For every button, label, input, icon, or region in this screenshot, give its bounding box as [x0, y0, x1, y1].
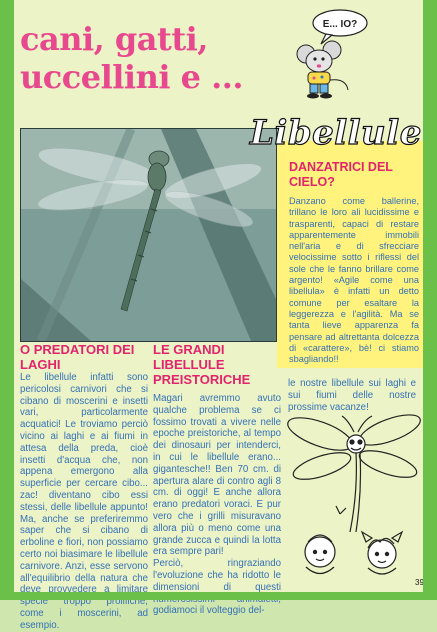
- sidebar-heading: DANZATRICI DEL CIELO?: [289, 160, 393, 189]
- column2-text-1: Magari avremmo avuto qualche problema se ci fossimo trovati a vivere nelle epoche preistoriche, al tempo dei dinosauri per intenderci, in cui le libellule erano... gigantesche!! Ben 70 cm. di apertura alare di contro agli 8 cm. di oggi! E anche allora erano predatori voraci. E pur vero che i grilli misuravano allora più o meno come una grande zucca e quindi la lotta era sempre pari!: [153, 393, 281, 558]
- dragonfly-photo: [20, 128, 277, 342]
- mouse-illustration: [288, 8, 372, 100]
- page-title: [20, 20, 290, 96]
- column-predatori: [20, 342, 148, 632]
- subtitle-libellule: Libellule: [250, 113, 422, 153]
- page-number: 39: [415, 578, 424, 587]
- column2-heading: LE GRANDI LIBELLULE PREISTORICHE: [153, 342, 251, 387]
- title-line-2: uccellini e ...: [20, 58, 244, 96]
- dragonfly-cartoon-drawing: [280, 402, 425, 580]
- column-preistoriche: [153, 342, 281, 617]
- dragonfly-image: [21, 129, 276, 341]
- column1-text: Le libellule infatti sono pericolosi carnivori che si cibano di moscerini e insetti vari, particolarmente acquatici! Le troviamo perciò vicino ai laghi e ai fiumi in attesa della preda, cioè insetti d'acqua che, non appena emergono alla superficie per cercare cibo... zac! diventano cibo essi stessi, delle libellule appunto! Ma, anche se preferiremmo saper che si cibano di erboline e fiori, non possiamo certo noi biasimare le libellule carnivore. Anzi, esse servono all'equilibrio della natura che deve provvedere a limitare specie troppo prolifiche, come i moscerini, ad esempio.: [20, 372, 148, 631]
- column1-heading: O PREDATORI DEI LAGHI: [20, 342, 135, 372]
- mouse-bubble-text: E... IO?: [322, 19, 358, 30]
- sidebar-text: Danzano come ballerine, trillano le loro ali lucidissime e trasparenti, capaci di restare apparentemente immobili nell'aria e di sfrecciare velocissime sotto i riflessi del sole che le fanno brillare come argento! «Agile come una libellula» è infatti un detto comune per esaltare la leggerezza e l'agilità. Ma se tanta lieve apparenza fa pensare ad altrettanta dolcezza di «carattere», bè! ci stiamo sbagliando!!: [289, 196, 419, 365]
- title-line-1: cani, gatti,: [20, 20, 208, 58]
- column2-text-2: Perciò, ringraziando l'evoluzione che ha ridotto le dimensioni di questi numerosissimi animaletti, godiamoci il volteggio del-: [153, 558, 281, 617]
- column3-text: le nostre libellule sui laghi e sui fiumi delle nostre prossime vacanze!: [288, 378, 416, 413]
